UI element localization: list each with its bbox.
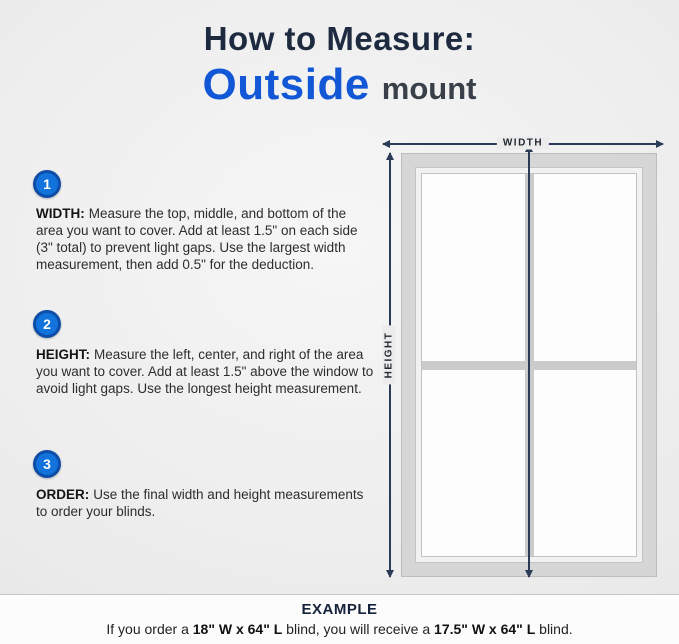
width-dimension-label: WIDTH (497, 137, 549, 150)
example-section (0, 594, 679, 644)
step-2-text (36, 346, 376, 397)
center-dimension-arrow (528, 145, 530, 577)
title-line-2 (0, 60, 679, 110)
page-title (0, 20, 679, 110)
example-received-size: 17.5" W x 64" L (434, 621, 536, 637)
title-line-1: How to Measure: (203, 20, 476, 57)
step-2-label: HEIGHT: (36, 347, 90, 362)
window-pane (422, 370, 525, 557)
title-accent-outside: Outside (202, 60, 370, 109)
step-2-badge: 2 (33, 310, 61, 338)
title-mount: mount (381, 71, 477, 106)
step-3-body: Use the final width and height measurements to order your blinds. (36, 487, 364, 519)
window-pane (534, 174, 637, 361)
step-1-badge: 1 (33, 170, 61, 198)
example-part-1: If you order a (106, 621, 193, 637)
step-1-body: Measure the top, middle, and bottom of the area you want to cover. Add at least 1.5" on each side (3" total) to prevent light gaps. Use the largest width measurement, then add 0.5" for the deduction. (36, 206, 358, 272)
example-ordered-size: 18" W x 64" L (192, 621, 283, 637)
window-pane (534, 370, 637, 557)
step-3-text (36, 486, 376, 520)
step-1-label: WIDTH: (36, 206, 85, 221)
step-2-body: Measure the left, center, and right of the area you want to cover. Add at least 1.5" above the window to avoid light gaps. Use the longest height measurement. (36, 347, 374, 396)
step-3-badge: 3 (33, 450, 61, 478)
step-1-text (36, 205, 376, 273)
window-pane (422, 174, 525, 361)
example-heading: EXAMPLE (301, 601, 378, 618)
step-3-label: ORDER: (36, 487, 90, 502)
example-part-2: blind, you will receive a (282, 621, 435, 637)
example-part-3: blind. (535, 621, 573, 637)
height-dimension-label: HEIGHT (383, 326, 396, 385)
example-text (0, 621, 679, 637)
window-diagram (383, 133, 663, 577)
